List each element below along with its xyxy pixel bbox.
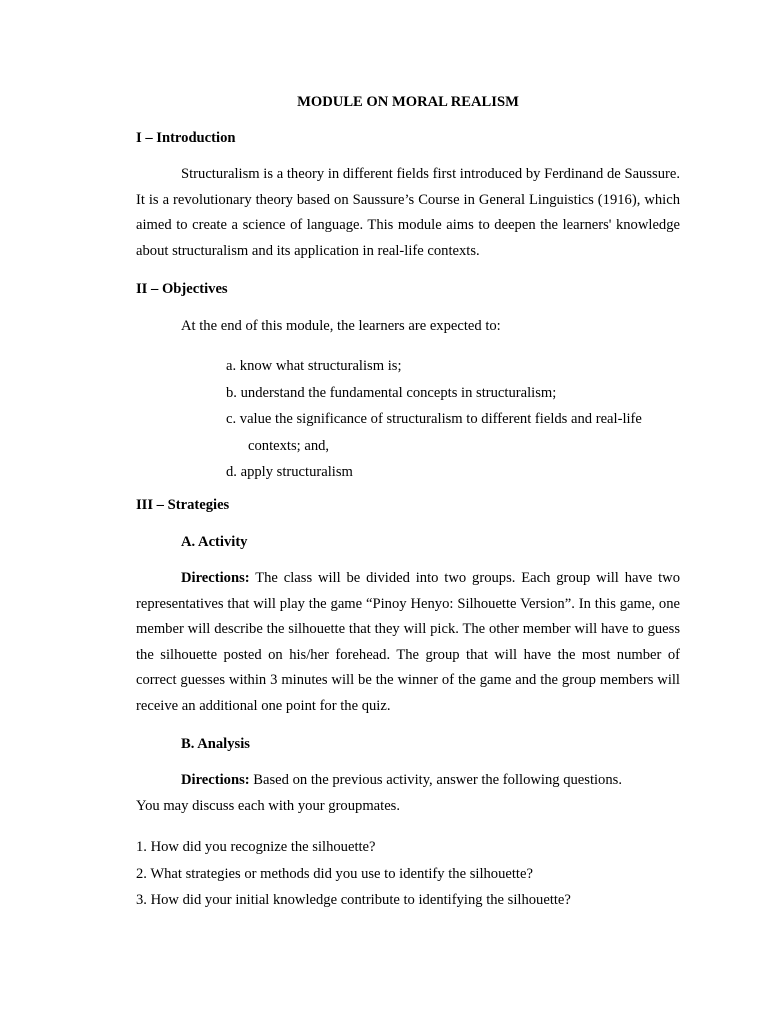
analysis-heading: B. Analysis [181,736,250,752]
objectives-list [226,353,642,486]
strategies-heading: III – Strategies [136,497,230,513]
objective-continuation: contexts; and, [248,437,330,454]
activity-directions [136,566,680,720]
question-item: 3. How did your initial knowledge contribute to identifying the silhouette? [136,892,571,908]
document-title: MODULE ON MORAL REALISM [297,94,519,110]
activity-heading: A. Activity [181,534,248,550]
analysis-directions-label: Directions: [181,772,250,788]
introduction-heading: I – Introduction [136,130,236,146]
analysis-directions-line2: You may discuss each with your groupmates. [136,798,401,814]
objective-text: b. understand the fundamental concepts in structuralism; [226,384,557,401]
objective-text: c. value the significance of structuralism to different fields and real-life [226,411,642,427]
objective-text: d. apply structuralism [226,464,353,480]
question-item: 2. What strategies or methods did you use to identify the silhouette? [136,865,533,882]
objective-item [226,380,642,407]
objectives-heading: II – Objectives [136,281,228,297]
objective-item [226,406,642,459]
objective-item [226,353,642,380]
activity-directions-label: Directions: [181,570,250,586]
analysis-directions [181,771,622,789]
introduction-body: Structuralism is a theory in different fields first introduced by Ferdinand de Saussure. It is a revolutionary theory based on Saussure’s Course in General Linguistics (1916), which aimed to create a science of language. This module aims to deepen the learners' knowledge about structuralism and its application in real-life contexts. [136,166,680,259]
question-item: 1. How did you recognize the silhouette? [136,839,376,855]
analysis-questions [136,834,571,914]
objective-text: a. know what structuralism is; [226,358,402,374]
objectives-lead: At the end of this module, the learners are expected to: [181,318,501,334]
introduction-paragraph [136,162,680,264]
activity-directions-text: The class will be divided into two groups. Each group will have two representatives that will play the game “Pinoy Henyo: Silhouette Version”. In this game, one member will describe the silhouette that they will pick. The other member will have to guess the silhouette posted on his/her forehead. The group that will have the most number of correct guesses within 3 minutes will be the winner of the game and the group members will receive an additional one point for the quiz. [136,570,680,714]
objective-item [226,459,642,486]
analysis-directions-text: Based on the previous activity, answer the following questions. [249,772,622,788]
